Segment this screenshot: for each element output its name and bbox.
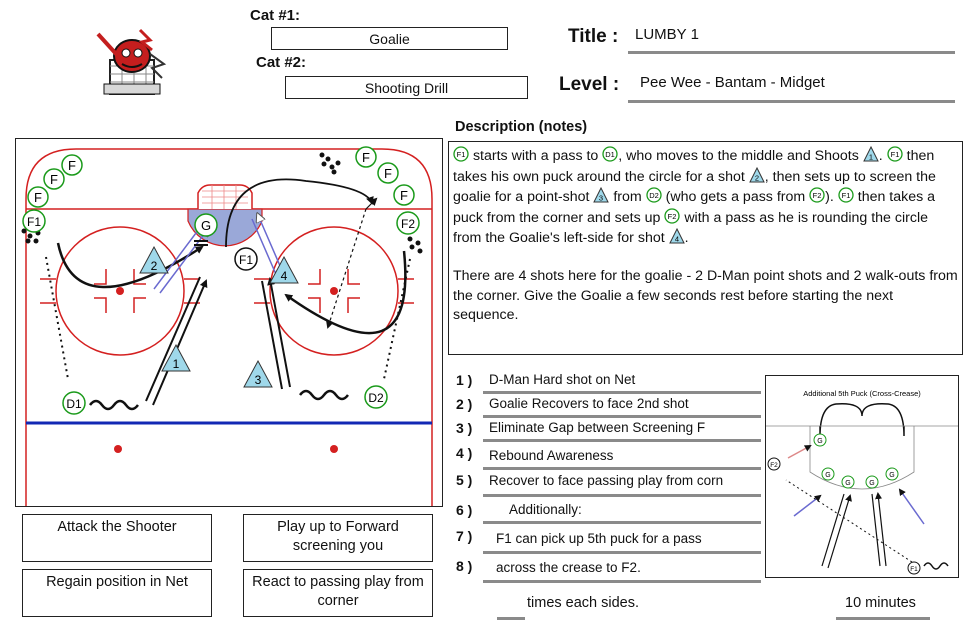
inset-f1-marker xyxy=(908,562,920,574)
focus-box-attack-shooter[interactable]: Attack the Shooter xyxy=(22,514,212,562)
key-point-underline xyxy=(483,551,761,554)
svg-text:D2: D2 xyxy=(648,191,659,201)
key-point-underline xyxy=(483,415,761,418)
inset-goalie-marker xyxy=(886,468,898,480)
inset-f2-marker xyxy=(768,458,780,470)
svg-text:F: F xyxy=(50,172,58,187)
duration-value[interactable]: 10 minutes xyxy=(845,595,916,611)
svg-text:F2: F2 xyxy=(770,462,778,469)
desc-text: with a pass as he is rounding the circle from the Goalie's left-side for shot xyxy=(453,209,928,247)
f1-marker-icon xyxy=(887,146,903,162)
svg-text:1: 1 xyxy=(172,357,180,371)
key-point-text[interactable]: Additionally: xyxy=(509,502,582,517)
player-f1-marker xyxy=(23,210,45,232)
f1-marker-icon xyxy=(838,187,854,203)
title-value[interactable]: LUMBY 1 xyxy=(635,26,699,43)
desc-text: . xyxy=(684,230,689,247)
description-heading: Description (notes) xyxy=(455,119,588,135)
reps-blank[interactable] xyxy=(497,617,525,620)
player-d1-marker xyxy=(63,392,85,414)
key-point-underline xyxy=(483,521,761,524)
f2-marker-icon xyxy=(809,187,825,203)
svg-text:F: F xyxy=(34,190,42,205)
svg-text:G: G xyxy=(889,472,895,479)
svg-text:F2: F2 xyxy=(667,211,677,221)
title-label: Title : xyxy=(568,26,619,47)
key-point-underline xyxy=(483,580,761,583)
description-box[interactable] xyxy=(448,141,963,355)
svg-text:D1: D1 xyxy=(66,397,82,411)
shot-3-triangle-icon xyxy=(593,187,609,203)
key-point-number: 1 ) xyxy=(456,372,473,388)
inset-goalie-marker xyxy=(814,434,826,446)
level-value[interactable]: Pee Wee - Bantam - Midget xyxy=(640,74,825,91)
cat1-label: Cat #1: xyxy=(250,7,301,24)
svg-text:3: 3 xyxy=(599,193,604,203)
player-f1-screen-marker xyxy=(235,248,257,270)
player-f-marker xyxy=(394,185,414,205)
svg-text:F: F xyxy=(384,166,392,181)
svg-text:F2: F2 xyxy=(400,217,416,231)
desc-text: ). xyxy=(825,189,834,206)
svg-text:G: G xyxy=(825,472,831,479)
key-point-text[interactable]: Goalie Recovers to face 2nd shot xyxy=(489,396,689,411)
svg-text:F1: F1 xyxy=(26,215,42,229)
svg-text:F: F xyxy=(362,150,370,165)
svg-text:F1: F1 xyxy=(238,253,254,267)
svg-text:4: 4 xyxy=(674,234,679,244)
svg-text:F: F xyxy=(400,188,408,203)
shot-4-triangle-icon xyxy=(669,228,685,244)
focus-box-react-passing[interactable]: React to passing play from corner xyxy=(243,569,433,617)
player-f-marker xyxy=(378,163,398,183)
duration-underline xyxy=(836,617,930,620)
svg-text:G: G xyxy=(845,480,851,487)
inset-title: Additional 5th Puck (Cross-Crease) xyxy=(803,389,921,398)
player-f-marker xyxy=(356,147,376,167)
player-f-marker xyxy=(28,187,48,207)
focus-box-play-up-forward[interactable]: Play up to Forward screening you xyxy=(243,514,433,562)
player-f2-marker xyxy=(397,212,419,234)
svg-text:2: 2 xyxy=(754,173,759,183)
desc-text: then takes a puck from the corner and sets up xyxy=(453,189,936,226)
f1-marker-icon xyxy=(453,146,469,162)
rink-diagram[interactable] xyxy=(15,138,443,507)
player-f-marker xyxy=(44,169,64,189)
cat1-field[interactable]: Goalie xyxy=(271,27,508,50)
desc-text: , who moves to the middle and Shoots xyxy=(618,148,859,164)
key-point-number: 4 ) xyxy=(456,445,473,461)
desc-text: . xyxy=(878,148,883,164)
svg-text:F1: F1 xyxy=(910,566,918,573)
svg-text:D2: D2 xyxy=(368,391,384,405)
svg-text:G: G xyxy=(869,480,875,487)
d2-marker-icon xyxy=(646,187,662,203)
key-point-number: 2 ) xyxy=(456,396,473,412)
svg-text:D1: D1 xyxy=(605,150,616,159)
inset-goalie-marker xyxy=(866,476,878,488)
key-point-underline xyxy=(483,494,761,497)
svg-text:1: 1 xyxy=(868,152,873,162)
desc-paragraph-2: There are 4 shots here for the goalie - 2 D-Man point shots and 2 walk-outs from the corner. Give the Goalie a few seconds rest before starting the next sequence. xyxy=(453,267,958,324)
shot-3-triangle xyxy=(244,361,272,387)
svg-text:F2: F2 xyxy=(812,191,822,201)
desc-text: (who gets a pass from xyxy=(665,189,806,206)
player-d2-marker xyxy=(365,386,387,408)
cat2-label: Cat #2: xyxy=(256,54,307,71)
svg-text:F1: F1 xyxy=(890,150,900,159)
key-point-number: 6 ) xyxy=(456,502,473,518)
level-label: Level : xyxy=(559,74,620,95)
desc-text: from xyxy=(613,189,642,206)
inset-goalie-marker xyxy=(822,468,834,480)
key-point-number: 5 ) xyxy=(456,472,473,488)
desc-text: starts with a pass to xyxy=(472,148,599,164)
key-point-number: 7 ) xyxy=(456,528,473,544)
level-underline xyxy=(628,100,955,103)
focus-box-regain-position[interactable]: Regain position in Net xyxy=(22,569,212,617)
title-underline xyxy=(628,51,955,54)
svg-text:G: G xyxy=(817,438,823,445)
key-point-number: 3 ) xyxy=(456,420,473,436)
key-point-text[interactable]: Eliminate Gap between Screening F xyxy=(489,420,706,435)
key-point-text[interactable]: D-Man Hard shot on Net xyxy=(489,372,636,387)
svg-text:F1: F1 xyxy=(841,191,851,201)
logo xyxy=(92,26,170,98)
desc-text: then takes his own puck around the circle for a shot xyxy=(453,148,935,185)
svg-text:F1: F1 xyxy=(456,150,466,159)
key-point-text[interactable]: F1 can pick up 5th puck for a pass xyxy=(496,531,702,546)
key-point-text[interactable]: Rebound Awareness xyxy=(489,448,614,463)
key-point-underline xyxy=(483,467,761,470)
svg-text:3: 3 xyxy=(254,373,262,387)
shot-2-triangle-icon xyxy=(749,167,765,183)
shot-1-triangle-icon xyxy=(863,146,879,162)
inset-diagram[interactable] xyxy=(765,375,959,578)
key-point-text[interactable]: across the crease to F2. xyxy=(496,560,641,575)
shot-2-triangle xyxy=(140,247,168,273)
desc-text: , then sets up to screen the goalie for a point-shot xyxy=(453,168,936,206)
cat2-field[interactable]: Shooting Drill xyxy=(285,76,528,99)
svg-text:G: G xyxy=(200,218,212,233)
times-label: times each sides. xyxy=(527,595,640,611)
key-point-underline xyxy=(483,391,761,394)
svg-text:4: 4 xyxy=(280,269,288,283)
svg-text:2: 2 xyxy=(150,259,158,273)
shot-1-triangle xyxy=(162,345,190,371)
key-point-text[interactable]: Recover to face passing play from corn xyxy=(489,473,724,488)
player-g-marker xyxy=(195,214,217,236)
key-point-number: 8 ) xyxy=(456,558,473,574)
inset-goalie-marker xyxy=(842,476,854,488)
svg-text:F: F xyxy=(68,158,76,173)
f2-marker-icon xyxy=(664,208,680,224)
player-f-marker xyxy=(62,155,82,175)
d1-marker-icon xyxy=(602,146,618,162)
key-point-underline xyxy=(483,439,761,442)
